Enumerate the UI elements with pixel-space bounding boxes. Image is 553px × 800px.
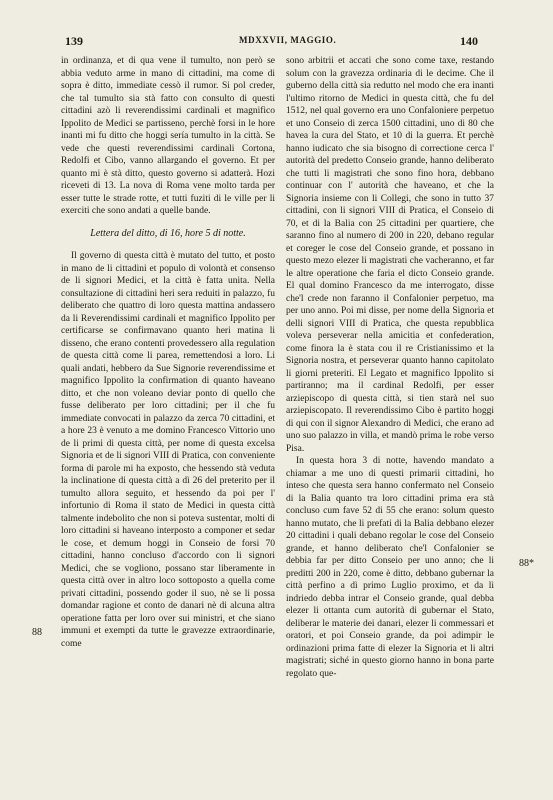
running-title: MDXXVII, MAGGIO.	[239, 35, 337, 45]
right-column	[286, 55, 494, 790]
right-paragraph-1: sono arbitrii et accati che sono come taxe, restando solum con la gravezza ordinaria di le decime. Che il guberno della città sia redutto nel modo che era inanti l'ultimo ritorno de Medici in questa città, che fu del 1512, nel qual governo era uno Confaloniere perpetuo et uno Conseio di zerca 1500 cittadini, uno di 80 che havea la cura del Stato, et 10 di la guerra. Et perchè hanno iudicato che sia bisogno di correctione cerca l' autorità del predetto Conseio grande, hanno deliberato che tutti li magistrati che sono fino hora, debbano continuar con l' autorità che haveano, et che la Signoria insieme con li Collegi, che sono in tutto 37 cittadini, con li signori VIII di Pratica, el Conseio di 70, et di la Balia con 25 cittadini per quartiere, che saranno fino al numero di 200 in 220, debano regular et coreger le cose del Conseio grande, et possano in questo mezo elezer li magistrati che vacheranno, et far le altre operatione che faria el dicto Conseio grande. El qual domino Francesco da me interrogato, disse che'l crede non faranno il Confalonier perpetuo, ma per uno anno. Poi mi disse, per nome della Signoria et delli signori VIII di Pratica, che questa repubblica voleva perseverar nella amicitia et confederation, come finora la è stata cou il re Cristianissimo et la Signoria nostra, et perseverar quanto hanno capitolato li giorni preteriti. El Legato et magnifico Ippolito si partiranno; ma il cardinal Redolfi, per esser arziepiscopo di questa città, si tien starà nel suo arziepiscopato. Il reverendissimo Cibo è partito hoggi di qui con il signor Alexandro di Medici, che erano ad uno suo palazzo in villa, et mandò prima le robe verso Pisa.	[286, 56, 494, 454]
left-paragraph-2: Il governo di questa città è mutato del tutto, et posto in mano de li cittadini et populo di volontà et consenso de li signori Medici, et la città è fatta unita. Nella consultazione di cittadini heri sera reduiti in palazzo, fu deliberato che quattro di loro questa mattina andassero da li Reverendissimi cardinali et magnifico Ippolito per certificarse se confirmavano quanto heri matina li disseno, che erano contenti provedessero alla regulation de questa città come li parea, remettendosi a loro. Li quali andati, hebbero da Sue Signorie reverendissime et magnifico Ippolito la confirmation di quanto haveano ditto, et che non voleano deviar ponto di quello che fusse deliberato per loro cittadini; per il che fu immediate convocati in palazzo da zerca 70 cittadini, et a hore 23 è venuto a me domino Francesco Vittorio uno de li primi di questa città, per nome di questa excelsa Signoria et de li signori VIII di Pratica, con conveniente forma di parole mi ha exposto, che hessendo stà veduta la inclinatione di questa città a dì 26 del preterito per il tumulto allora seguito, et hessendo da poi per l' infortunio di Roma il stato de Medici in questa città talmente indebolito che non si poteva sustentar, molti di loro cittadini si haveano interposto a componer et sedar le cose, et demum hoggi in Conseio de forsi 70 cittadini, hanno concluso d'accordo con li signori Medici, che se vogliono, possano star liberamente in questa città over in altro loco sottoposto a quella come privati cittadini, possendo goder il suo, nè se li possa domandar ragione et conto de danari nè di alcuna altra operatione fatta per loro over sui ministri, et che siano immuni et exempti da tutte le gravezze extraordinarie, come	[61, 251, 275, 649]
left-paragraph-1: in ordinanza, et di qua vene il tumulto, non però se abbia veduto arme in mano di cittadini, ma come di sopra è ditto, immediate cessò il rumor. Si pol creder, che tal tumulto sia stà fatto con consulto di questi cittadini azò li reverendissimi cardinali et magnifico Ippolito de Medici se partisseno, perchè forsi in le hore inanti mi fu ditto che hoggi sería tumulto in la città. Se vede che questi reverendissimi cardinali Cortona, Redolfi et Cibo, vanno allargando el governo. Et per quanto mi è stà ditto, questo governo si adatterà. Hozi riceveti di 13. La nova di Roma vene molto tarda per esser tutte le strade rotte, et tutti fuziti di le ville per li exerciti che sono andati a quelle bande.	[61, 56, 275, 216]
right-paragraph-2: In questa hora 3 di notte, havendo mandato a chiamar a me uno di questi primarii cittadini, ho inteso che questa sera hanno confermato nel Conseio di la Balia quanto tra loro cittadini prima era stà concluso cum fave 52 di 55 che erano: solum questo hanno mutato, che li prefati di la Balia debbano elezer 20 cittadini i quali debano regolar le cose del Conseio grande, et hanno deliberato che'l Confalonier se debbia far per ditto Conseio per uno anno; che li preditti 200 in 220, come è ditto, debbano gubernar la città perfino a dì primo Luglio proximo, et da lì indriedo debba intrar el Conseio grande, qual debba elezer li ottanta cum autorità di gubernar el Stato, deliberar le materie dei danari, elezer li commessari et oratori, et poi Conseio grande, da poi adimpir le ordinazioni prima fatte di elezer la Signoria et li altri magistrati; siché in questo giorno hanno in bona parte regolato que-	[286, 456, 494, 679]
page-header	[0, 34, 553, 50]
page-number-right: 140	[460, 34, 478, 48]
letter-heading: Lettera del ditto, di 16, hore 5 di notte.	[90, 227, 246, 239]
left-column	[61, 55, 275, 790]
page-number-left: 139	[65, 34, 83, 48]
margin-note-right: 88*	[519, 558, 534, 569]
margin-note-left: 88	[32, 627, 42, 638]
